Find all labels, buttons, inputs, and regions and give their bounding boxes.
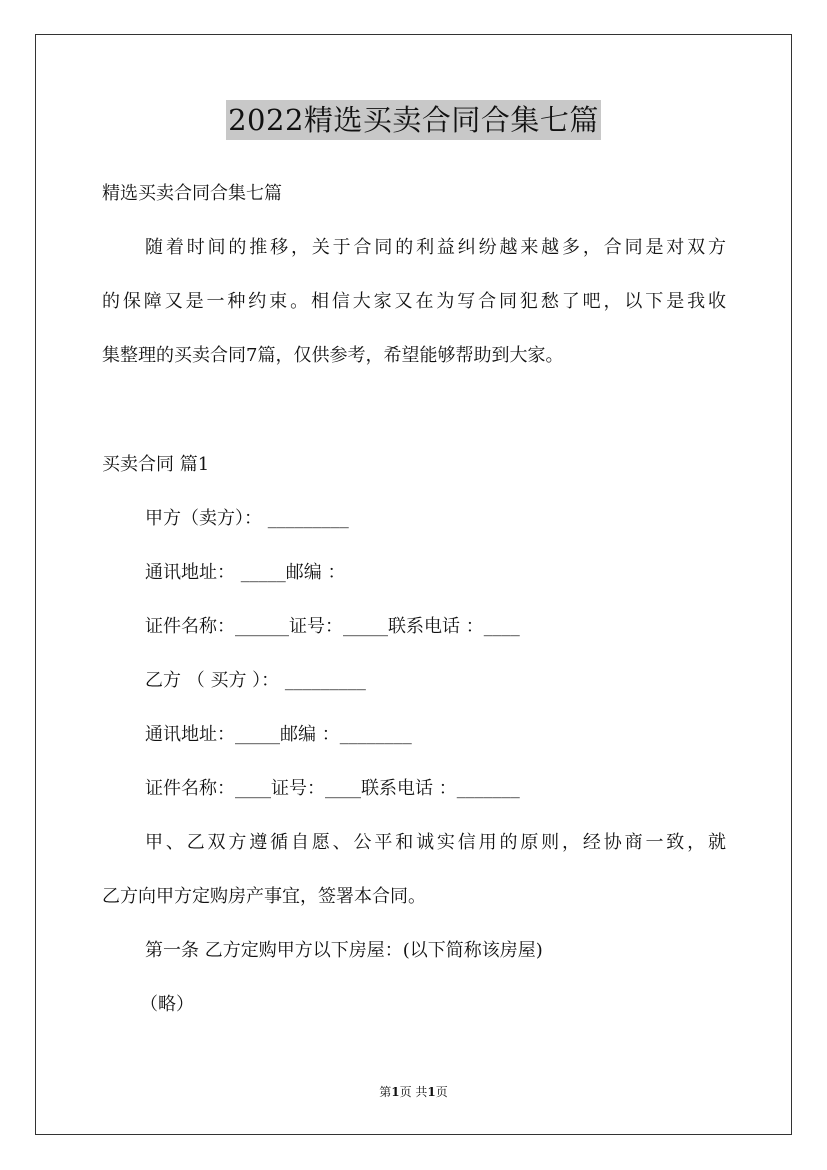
- field-buyer-id: 证件名称：____证号：____联系电话 ：_______: [145, 778, 520, 799]
- section-heading: 买卖合同 篇1: [102, 454, 210, 475]
- field-buyer-address: 通讯地址：_____邮编 ：________: [145, 724, 412, 745]
- page-footer: [0, 1084, 827, 1100]
- field-seller-address: 通讯地址： _____邮编 ：: [145, 562, 346, 583]
- footer-page-pre: 第: [379, 1085, 392, 1099]
- footer-page-total: 1: [427, 1085, 436, 1099]
- intro-line-3: 集整理的买卖合同7篇，仅供参考，希望能够帮助到大家。: [102, 345, 564, 366]
- article-one: 第一条 乙方定购甲方以下房屋：(以下简称该房屋): [145, 940, 543, 961]
- agreement-line-2: 乙方向甲方定购房产事宜，签署本合同。: [102, 886, 426, 907]
- field-seller: 甲方（卖方）： _________: [145, 508, 349, 529]
- footer-page-mid: 页 共: [399, 1085, 428, 1099]
- document-title: 2022精选买卖合同合集七篇: [226, 100, 601, 140]
- intro-line-2: 的保障又是一种约束。相信大家又在为写合同犯愁了吧，以下是我收: [102, 291, 726, 312]
- footer-page-post: 页: [435, 1085, 448, 1099]
- field-buyer: 乙方 （ 买方 ）： _________: [145, 670, 366, 691]
- field-seller-id: 证件名称：______证号：_____联系电话 ：____: [145, 616, 520, 637]
- title-wrap: [0, 100, 827, 140]
- intro-line-1: 随着时间的推移，关于合同的利益纠纷越来越多，合同是对双方: [145, 237, 726, 258]
- footer-page-number: 1: [391, 1085, 400, 1099]
- document-subtitle: 精选买卖合同合集七篇: [102, 183, 282, 204]
- omitted-text: （略）: [140, 994, 194, 1015]
- agreement-line-1: 甲、乙双方遵循自愿、公平和诚实信用的原则，经协商一致，就: [145, 832, 726, 853]
